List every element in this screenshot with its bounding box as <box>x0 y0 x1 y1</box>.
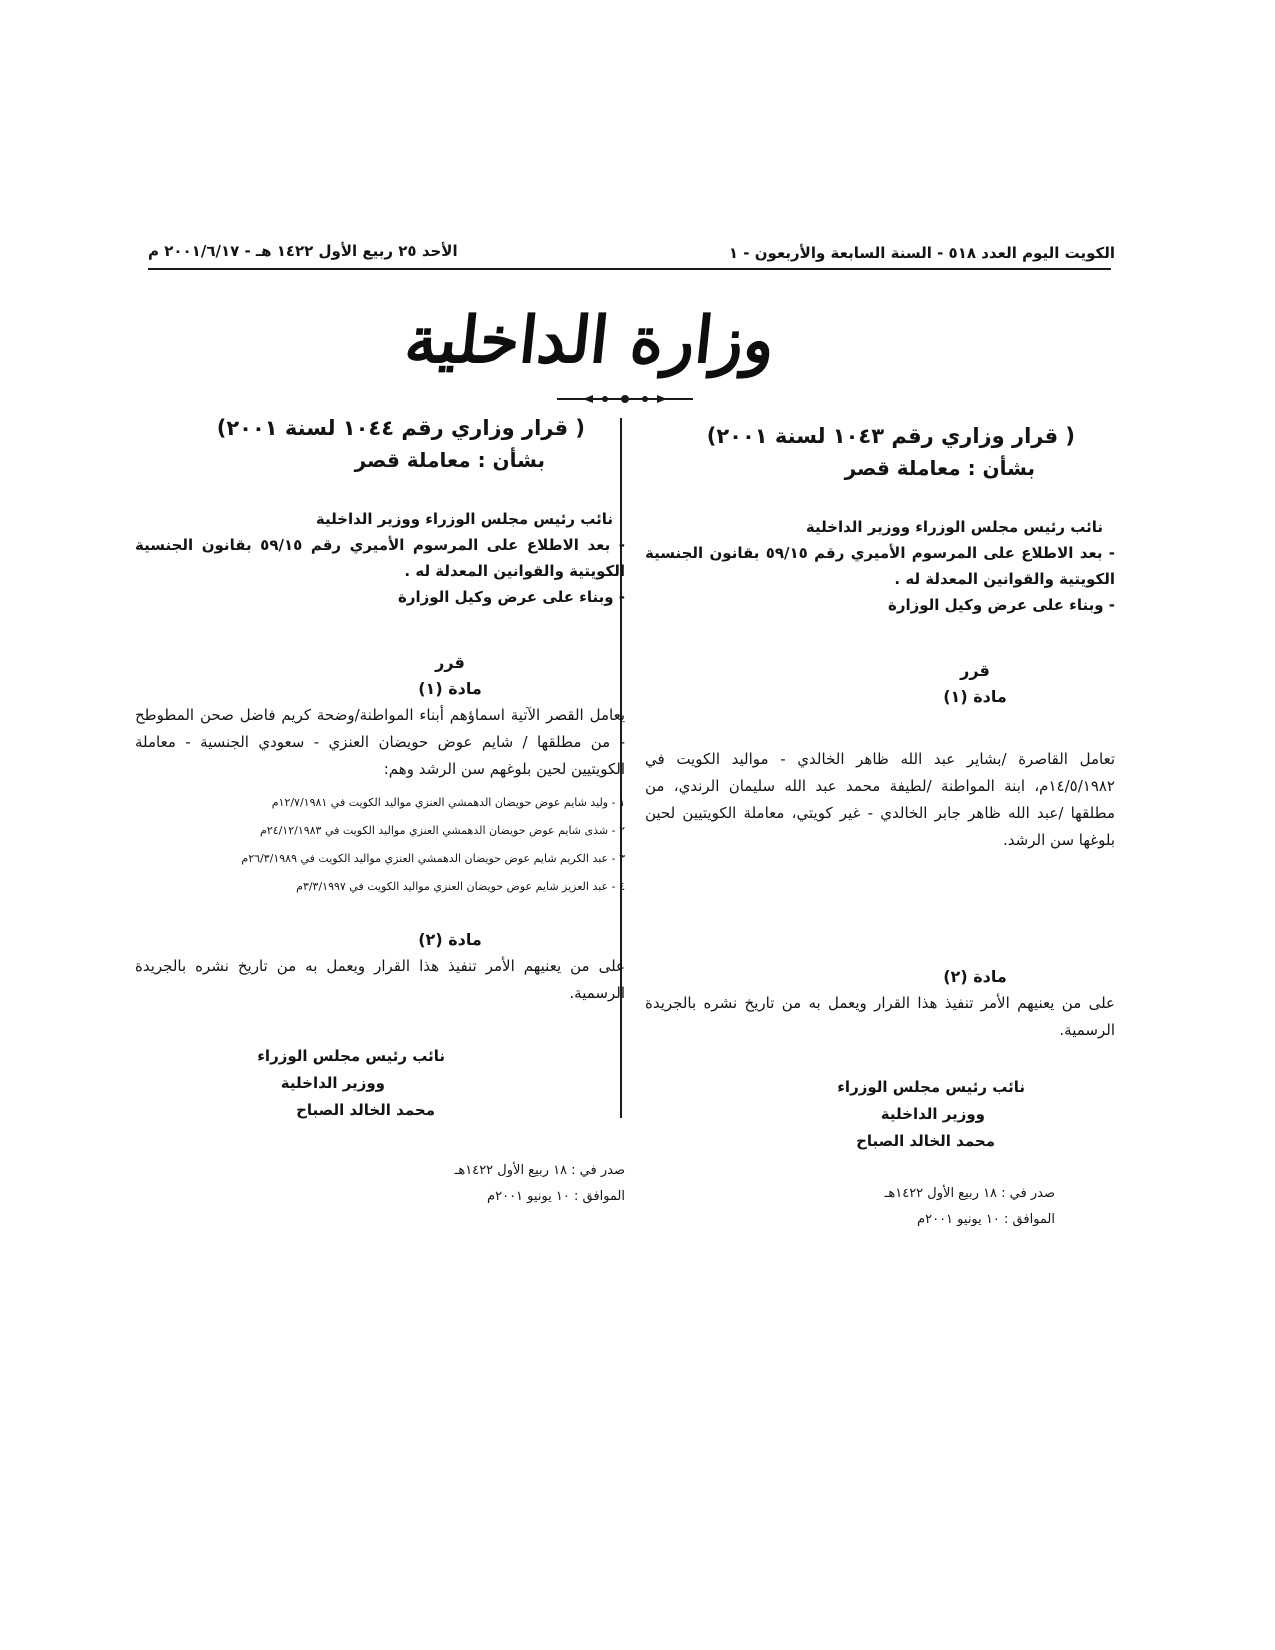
header-divider <box>148 268 1111 270</box>
decree-preamble <box>645 514 1115 618</box>
article-2-heading: مادة (٢) <box>418 930 482 949</box>
decree-subject: بشأن : معاملة قصر <box>844 456 1035 480</box>
article-1-text: تعامل القاصرة /بشاير عبد الله ظاهر الخالدي - مواليد الكويت في ١٤/٥/١٩٨٢م، ابنة المواطنة /لطيفة محمد عبد الله سليمان الرندي، من مطلقها /عبد الله ظاهر جابر الخالدي - غير كويتي، معاملة الكويتيين لحين بلوغها سن الرشد. <box>645 750 1115 849</box>
resolved-heading: قرر <box>435 653 465 672</box>
gazette-date-header: الأحد ٢٥ ربيع الأول ١٤٢٢ هـ - ٢٠٠١/٦/١٧ م <box>148 242 458 260</box>
article-2-text: على من يعنيهم الأمر تنفيذ هذا القرار ويعمل به من تاريخ نشره بالجريدة الرسمية. <box>645 994 1115 1039</box>
article-1-text: يعامل القصر الآتية اسماؤهم أبناء المواطنة/وضحة كريم فاضل صحن المطوطح - من مطلقها / شايم عوض حويضان العنزي - سعودي الجنسية - معاملة الكويتيين لحين بلوغهم سن الرشد وهم: <box>135 706 625 778</box>
article-2-text: على من يعنيهم الأمر تنفيذ هذا القرار ويعمل به من تاريخ نشره بالجريدة الرسمية. <box>135 957 625 1002</box>
resolved-heading: قرر <box>960 661 990 680</box>
ministry-banner: وزارة الداخلية <box>401 303 779 378</box>
signature-office: ووزير الداخلية <box>280 1074 385 1092</box>
issue-date-gregorian: الموافق : ١٠ يونيو ٢٠٠١م <box>917 1212 1055 1227</box>
decree-1044 <box>135 412 625 1210</box>
signature-name: محمد الخالد الصباح <box>296 1101 435 1119</box>
issue-date-hijri: صدر في : ١٨ ربيع الأول ١٤٢٢هـ <box>884 1186 1055 1201</box>
decree-title: ( قرار وزاري رقم ١٠٤٣ لسنة ٢٠٠١) <box>706 424 1075 448</box>
signature-title: نائب رئيس مجلس الوزراء <box>837 1078 1025 1096</box>
signature-name: محمد الخالد الصباح <box>856 1132 995 1150</box>
decree-recital: - وبناء على عرض وكيل الوزارة <box>887 596 1115 614</box>
decree-issuer: نائب رئيس مجلس الوزراء ووزير الداخلية <box>805 518 1103 536</box>
decree-issuer: نائب رئيس مجلس الوزراء ووزير الداخلية <box>315 510 613 528</box>
decree-preamble <box>135 506 625 610</box>
list-item: ٢ - شذى شايم عوض حويضان الدهمشي العنزي مواليد الكويت في ٢٤/١٢/١٩٨٣م <box>259 824 625 837</box>
issue-date-block <box>135 1158 625 1210</box>
list-item: ٣ - عبد الكريم شايم عوض حويضان الدهمشي العنزي مواليد الكويت في ٢٦/٣/١٩٨٩م <box>241 852 625 865</box>
signature-office: ووزير الداخلية <box>880 1105 985 1123</box>
signature-title: نائب رئيس مجلس الوزراء <box>257 1047 445 1065</box>
decree-recital: - بعد الاطلاع على المرسوم الأميري رقم ٥٩/١٥ بقانون الجنسية الكويتية والقوانين المعدلة له . <box>135 536 625 580</box>
ornament-divider-icon <box>555 390 695 408</box>
decree-recital: - وبناء على عرض وكيل الوزارة <box>397 588 625 606</box>
issue-date-gregorian: الموافق : ١٠ يونيو ٢٠٠١م <box>487 1189 625 1204</box>
article-1-heading: مادة (١) <box>943 687 1007 706</box>
article-1-heading: مادة (١) <box>418 679 482 698</box>
minors-list <box>135 789 625 901</box>
signature-block <box>135 1043 625 1124</box>
article-2-heading: مادة (٢) <box>943 967 1007 986</box>
list-item: ٤ - عبد العزيز شايم عوض حويضان العنزي مواليد الكويت في ٣/٣/١٩٩٧م <box>296 880 625 893</box>
signature-block <box>645 1074 1115 1155</box>
decree-recital: - بعد الاطلاع على المرسوم الأميري رقم ٥٩/١٥ بقانون الجنسية الكويتية والقوانين المعدلة له . <box>645 544 1115 588</box>
gazette-issue-header: الكويت اليوم العدد ٥١٨ - السنة السابعة والأربعون - ١ <box>728 244 1115 262</box>
issue-date-block <box>645 1181 1115 1233</box>
decree-subject: بشأن : معاملة قصر <box>354 448 545 472</box>
decree-title: ( قرار وزاري رقم ١٠٤٤ لسنة ٢٠٠١) <box>216 416 585 440</box>
decree-1043 <box>645 420 1115 1233</box>
list-item: ١ - وليد شايم عوض حويضان الدهمشي العنزي مواليد الكويت في ١٢/٧/١٩٨١م <box>271 796 625 809</box>
issue-date-hijri: صدر في : ١٨ ربيع الأول ١٤٢٢هـ <box>454 1163 625 1178</box>
